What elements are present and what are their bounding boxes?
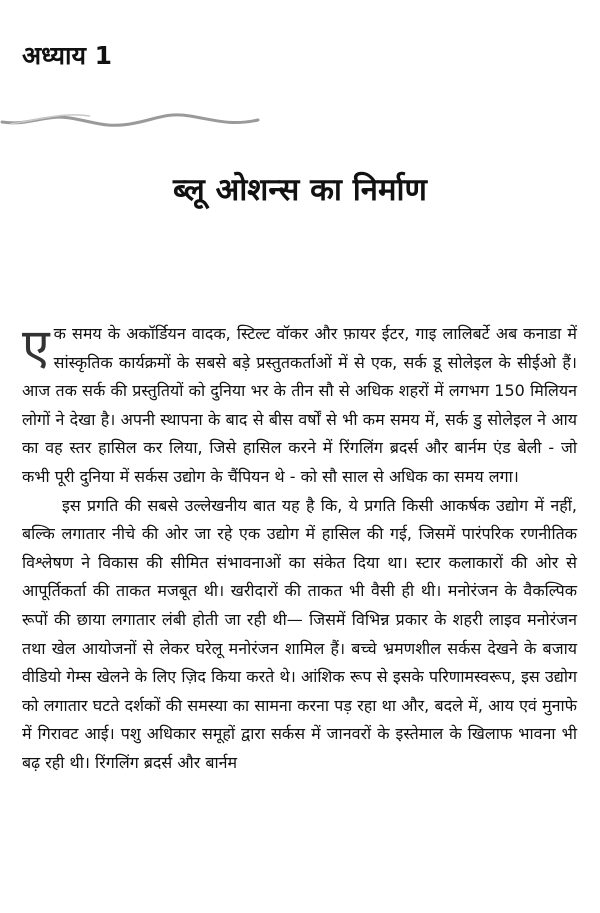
- paragraph-2: इस प्रगति की सबसे उल्लेखनीय बात यह है कि, ये प्रगति किसी आकर्षक उद्योग में नहीं, बल्कि लगातार नीचे की ओर जा रहे एक उद्योग में हासिल की गई, जिसमें पारंपरिक रणनीतिक विश्लेषण ने विकास की सीमित संभावनाओं का संकेत दिया था। स्टार कलाकारों की ओर से आपूर्तिकर्ता की ताकत मजबूत थी। खरीदारों की ताकत भी वैसी ही थी। मनोरंजन के वैकल्पिक रूपों की छाया लगातार लंबी होती जा रही थी— जिसमें विभिन्न प्रकार के शहरी लाइव मनोरंजन तथा खेल आयोजनों से लेकर घरेलू मनोरंजन शामिल हैं। बच्चे भ्रमणशील सर्कस देखने के बजाय वीडियो गेम्स खेलने के लिए ज़िद किया करते थे। आंशिक रूप से इसके परिणामस्वरूप, इस उद्योग को लगातार घटते दर्शकों की समस्या का सामना करना पड़ रहा था और, बदले में, आय एवं मुनाफे में गिरावट आई। पशु अधिकार समूहों द्वारा सर्कस में जानवरों के इस्तेमाल के खिलाफ भावना भी बढ़ रही थी। रिंगलिंग ब्रदर्स और बार्नम: [22, 495, 577, 772]
- decorative-swash-ornament: [0, 104, 260, 134]
- paragraph-1-text: क समय के अकॉर्डियन वादक, स्टिल्ट वॉकर और फ़ायर ईटर, गाइ लालिबर्टे अब कनाडा में सांस्कृतिक कार्यक्रमों के सबसे बड़े प्रस्तुतकर्ताओं में से एक, सर्क डू सोलेइल के सीईओ हैं। आज तक सर्क की प्रस्तुतियों को दुनिया भर के तीन सौ से अधिक शहरों में लगभग 150 मिलियन लोगों ने देखा है। अपनी स्थापना के बाद से बीस वर्षों से भी कम समय में, सर्क डु सोलेइल ने आय का वह स्तर हासिल कर लिया, जिसे हासिल करने में रिंगलिंग ब्रदर्स और बार्नम एंड बेली - जो कभी पूरी दुनिया में सर्कस उद्योग के चैंपियन थे - को सौ साल से अधिक का समय लगा।: [22, 324, 577, 486]
- paragraph-1: [22, 320, 577, 492]
- chapter-title: ब्लू ओशन्स का निर्माण: [173, 172, 427, 208]
- chapter-label: अध्याय 1: [22, 41, 113, 70]
- drop-cap: ए: [22, 318, 50, 376]
- chapter-body: [22, 320, 577, 778]
